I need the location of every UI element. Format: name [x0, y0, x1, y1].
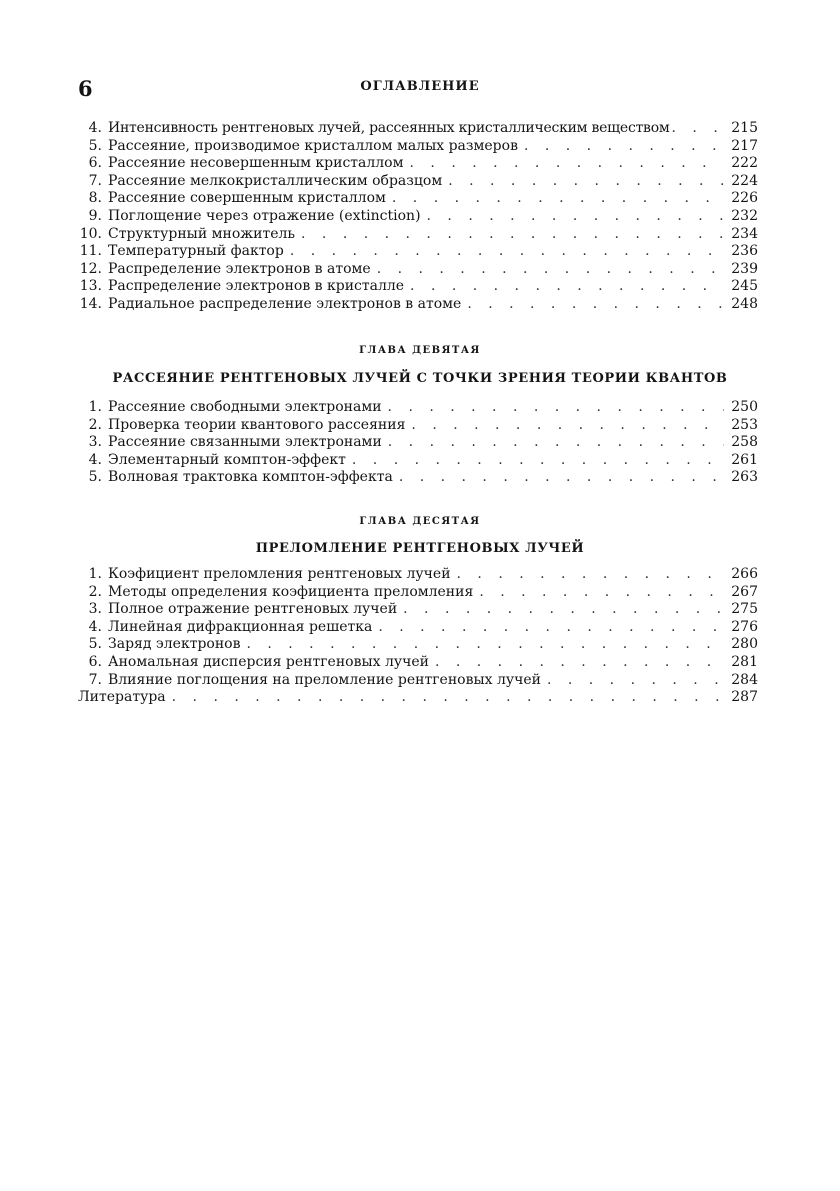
toc-entry	[78, 190, 758, 208]
entry-title: Рассеяние совершенным кристаллом	[108, 190, 386, 207]
entry-page: 281	[731, 653, 758, 670]
entry-page: 222	[731, 155, 758, 172]
dot-leader	[427, 208, 724, 226]
entry-page: 236	[731, 243, 758, 260]
entry-page: 276	[731, 618, 758, 635]
entry-number: 11.	[79, 243, 102, 260]
dot-leader	[672, 120, 728, 138]
entry-title: Распределение электронов в кристалле	[108, 278, 405, 295]
entry-title: Рассеяние свободными электронами	[108, 399, 382, 415]
entry-number: 2.	[88, 583, 102, 600]
entry-title: Рассеяние связанными электронами	[108, 434, 382, 451]
toc-section-chapter9	[78, 399, 758, 487]
dot-leader	[388, 399, 724, 417]
toc-entry	[78, 452, 758, 470]
entry-title: Литература	[78, 689, 166, 706]
chapter-label: ГЛАВА ДЕВЯТАЯ	[359, 345, 481, 356]
entry-number: 5.	[88, 137, 102, 154]
toc-entry	[78, 434, 758, 452]
entry-title: Радиальное распределение электронов в атоме	[108, 295, 462, 312]
entry-number: 4.	[88, 451, 102, 468]
dot-leader	[352, 452, 724, 470]
chapter-label: ГЛАВА ДЕСЯТАЯ	[359, 516, 481, 527]
entry-title: Полное отражение рентгеновых лучей	[108, 601, 398, 618]
toc-entry-literature	[78, 689, 758, 707]
entry-number: 5.	[88, 636, 102, 653]
entry-title: Интенсивность рентгеновых лучей, рассеянных кристаллическим веществом	[108, 120, 670, 136]
entry-page: 263	[731, 469, 758, 486]
entry-title: Рассеяние несовершенным кристаллом	[108, 155, 404, 172]
toc-entry	[78, 636, 758, 654]
entry-number: 9.	[88, 207, 102, 224]
entry-number: 14.	[79, 295, 102, 312]
dot-leader	[172, 689, 724, 707]
entry-page: 226	[731, 190, 758, 207]
entry-title: Элементарный комптон-эффект	[108, 451, 346, 468]
dot-leader	[448, 173, 724, 191]
entry-title: Коэфициент преломления рентгеновых лучей	[108, 566, 451, 582]
running-head: ОГЛАВЛЕНИЕ	[360, 79, 480, 94]
toc-section-chapter10	[78, 566, 758, 707]
entry-number: 7.	[88, 671, 102, 688]
dot-leader	[290, 243, 724, 261]
entry-number: 3.	[88, 434, 102, 451]
dot-leader	[377, 261, 724, 279]
dot-leader	[410, 155, 724, 173]
entry-number: 4.	[88, 618, 102, 635]
dot-leader	[479, 584, 724, 602]
page-number: 6	[78, 76, 93, 101]
toc-entry	[78, 226, 758, 244]
entry-number: 10.	[79, 225, 102, 242]
entry-title: Аномальная дисперсия рентгеновых лучей	[108, 653, 429, 670]
dot-leader	[457, 566, 724, 584]
entry-number: 1.	[88, 566, 102, 582]
entry-number: 6.	[88, 653, 102, 670]
toc-entry	[78, 399, 758, 417]
dot-leader	[467, 296, 724, 314]
entry-title: Проверка теории квантового рассеяния	[108, 416, 406, 433]
entry-number: 7.	[88, 172, 102, 189]
entry-page: 250	[731, 399, 758, 415]
entry-page: 239	[731, 260, 758, 277]
toc-entry	[78, 584, 758, 602]
entry-number: 2.	[88, 416, 102, 433]
dot-leader	[547, 672, 724, 690]
toc-entry	[78, 208, 758, 226]
entry-title: Распределение электронов в атоме	[108, 260, 371, 277]
toc-entry	[78, 619, 758, 637]
dot-leader	[399, 469, 724, 487]
dot-leader	[392, 190, 724, 208]
entry-number: 6.	[88, 155, 102, 172]
entry-page: 261	[731, 451, 758, 468]
toc-entry	[78, 417, 758, 435]
toc-entry	[78, 601, 758, 619]
toc-entry	[78, 173, 758, 191]
entry-page: 234	[731, 225, 758, 242]
entry-title: Температурный фактор	[108, 243, 284, 260]
entry-title: Методы определения коэфициента преломления	[108, 583, 474, 600]
entry-page: 224	[731, 172, 758, 189]
entry-page: 284	[731, 671, 758, 688]
entry-number: 5.	[88, 469, 102, 486]
entry-number: 8.	[88, 190, 102, 207]
dot-leader	[246, 636, 724, 654]
toc-entry	[78, 296, 758, 314]
entry-page: 275	[731, 601, 758, 618]
chapter-title: ПРЕЛОМЛЕНИЕ РЕНТГЕНОВЫХ ЛУЧЕЙ	[255, 541, 585, 556]
entry-title: Рассеяние, производимое кристаллом малых размеров	[108, 137, 518, 154]
entry-number: 1.	[88, 399, 102, 415]
entry-page: 266	[731, 566, 758, 582]
entry-title: Поглощение через отражение (extinction)	[108, 207, 421, 224]
toc-entry	[78, 120, 758, 138]
entry-number: 3.	[88, 601, 102, 618]
dot-leader	[435, 654, 724, 672]
toc-entry	[78, 469, 758, 487]
toc-entry	[78, 243, 758, 261]
dot-leader	[301, 226, 724, 244]
entry-title: Заряд электронов	[108, 636, 241, 653]
entry-page: 258	[731, 434, 758, 451]
entry-title: Рассеяние мелкокристаллическим образцом	[108, 172, 443, 189]
entry-number: 13.	[79, 278, 102, 295]
dot-leader	[388, 434, 724, 452]
entry-page: 215	[731, 120, 758, 136]
entry-page: 253	[731, 416, 758, 433]
entry-title: Структурный множитель	[108, 225, 296, 242]
entry-page: 267	[731, 583, 758, 600]
entry-page: 232	[731, 207, 758, 224]
dot-leader	[403, 601, 724, 619]
toc-entry	[78, 155, 758, 173]
entry-page: 287	[731, 689, 758, 706]
entry-title: Влияние поглощения на преломление рентгеновых лучей	[108, 671, 541, 688]
toc-entry	[78, 654, 758, 672]
entry-page: 280	[731, 636, 758, 653]
dot-leader	[411, 417, 724, 435]
entry-page: 217	[731, 137, 758, 154]
chapter-title: РАССЕЯНИЕ РЕНТГЕНОВЫХ ЛУЧЕЙ С ТОЧКИ ЗРЕНИЯ ТЕОРИИ КВАНТОВ	[112, 371, 728, 386]
toc-entry	[78, 566, 758, 584]
entry-page: 248	[731, 295, 758, 312]
entry-number: 12.	[79, 260, 102, 277]
dot-leader	[378, 619, 724, 637]
dot-leader	[524, 138, 724, 156]
dot-leader	[410, 278, 724, 296]
entry-title: Волновая трактовка комптон-эффекта	[108, 469, 393, 486]
entry-title: Линейная дифракционная решетка	[108, 618, 373, 635]
entry-page: 245	[731, 278, 758, 295]
toc-entry	[78, 672, 758, 690]
toc-entry	[78, 261, 758, 279]
toc-section-continued	[78, 120, 758, 314]
toc-entry	[78, 138, 758, 156]
entry-number: 4.	[88, 120, 102, 136]
toc-entry	[78, 278, 758, 296]
